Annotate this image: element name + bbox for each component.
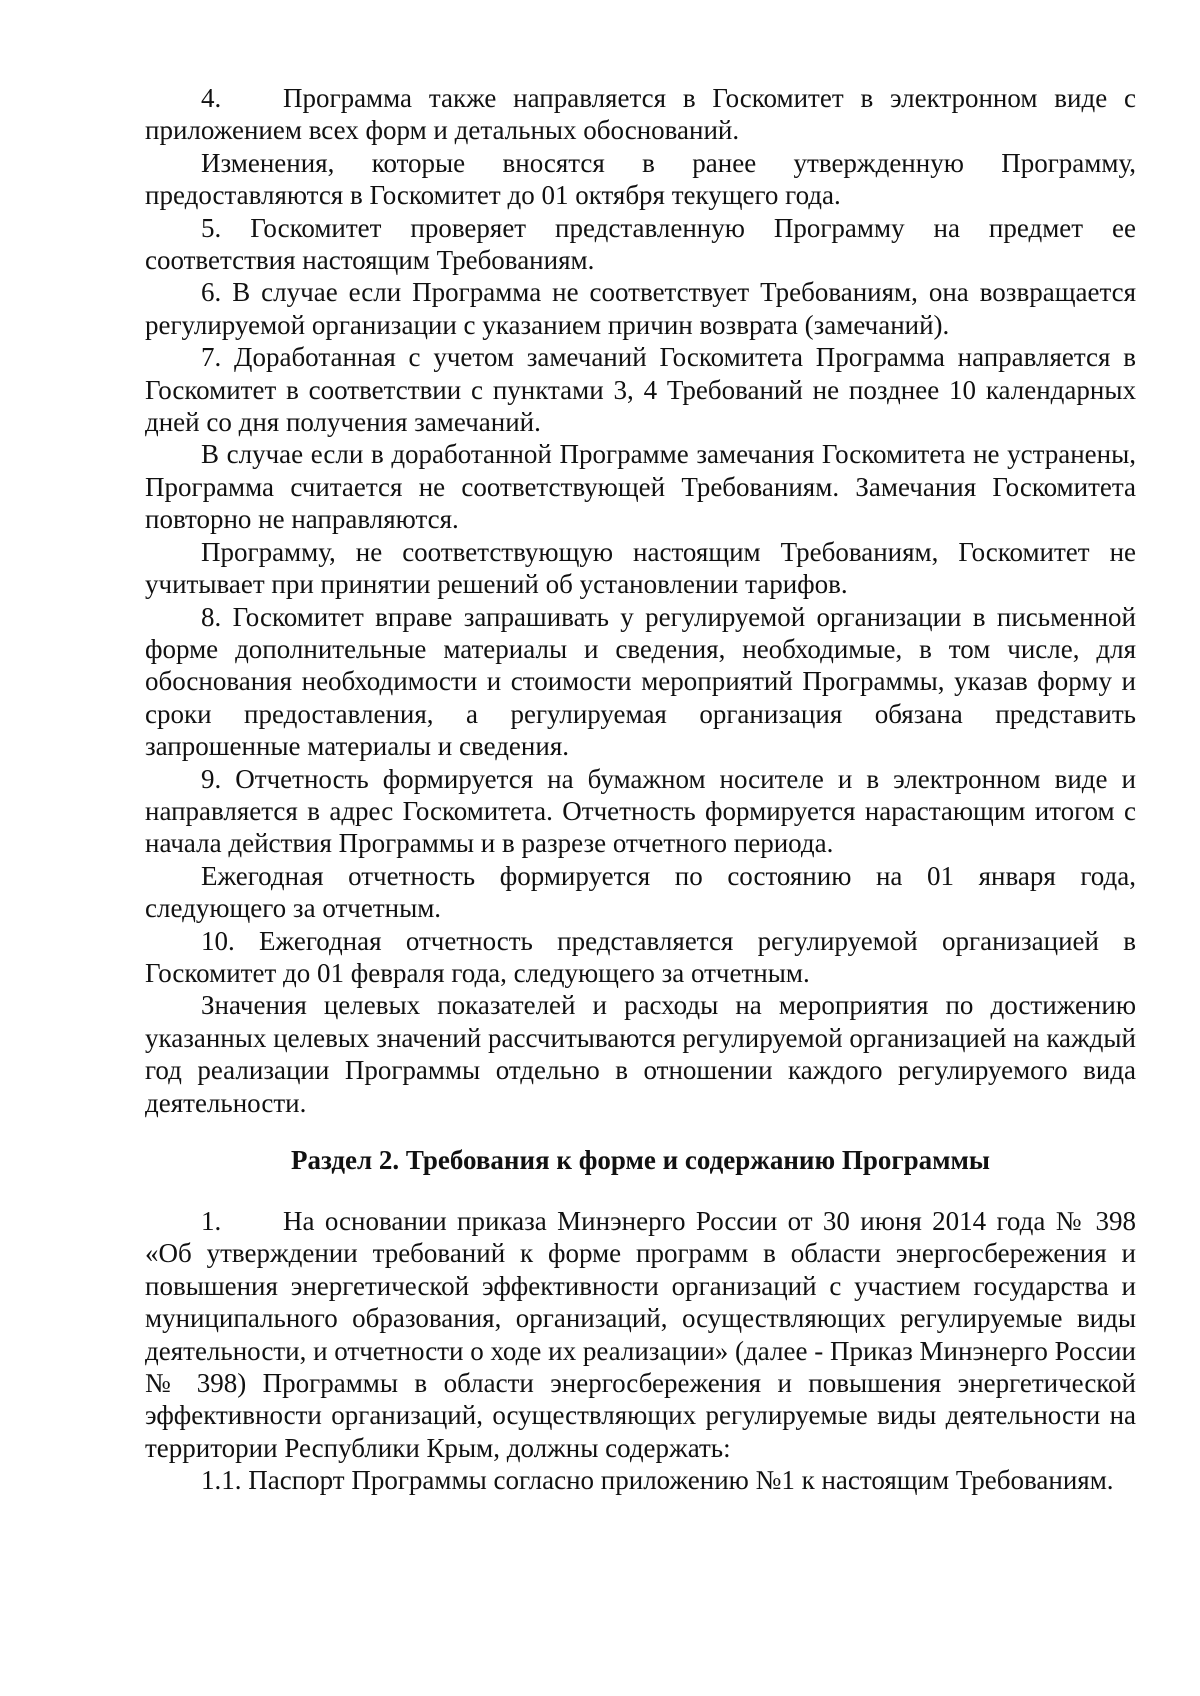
paragraph-4-changes: Изменения, которые вносятся в ранее утвержденную Программу, предоставляются в Госкомитет до 01 октября текущего года. [145,147,1136,211]
paragraph-7-b: В случае если в доработанной Программе замечания Госкомитета не устранены, Программа считается не соответствующей Требованиям. Замечания Госкомитета повторно не направляются. [145,439,1136,535]
paragraph-7-c: Программу, не соответствующую настоящим Требованиям, Госкомитет не учитывает при принятии решений об установлении тарифов. [145,536,1136,600]
paragraph-number: 4. [201,83,222,113]
paragraph-10-b: Значения целевых показателей и расходы на мероприятия по достижению указанных целевых значений рассчитываются регулируемой организацией на каждый год реализации Программы отдельно в отношении каждого регулируемого вида деятельности. [145,990,1136,1118]
paragraph-text: Программа также направляется в Госкомитет в электронном виде с приложением всех форм и детальных обоснований. [145,83,1136,146]
paragraph-9-b: Ежегодная отчетность формируется по состоянию на 01 января года, следующего за отчетным. [145,860,1136,924]
paragraph-text: На основании приказа Минэнерго России от 30 июня 2014 года № 398 «Об утверждении требований к форме программ в области энергосбережения и повышения энергетической эффективности организаций с участием государства и муниципального образования, организаций, осуществляющих регулируемые виды деятельности, и отчетности о ходе их реализации» (далее - Приказ Минэнерго России № 398) Программы в области энергосбережения и повышения энергетической эффективности организаций, осуществляющих регулируемые виды деятельности на территории Республики Крым, должны содержать: [145,1206,1136,1463]
paragraph-4 [145,82,1136,147]
section-2-paragraph-1 [145,1205,1136,1464]
paragraph-7: 7. Доработанная с учетом замечаний Госкомитета Программа направляется в Госкомитет в соответствии с пунктами 3, 4 Требований не позднее 10 календарных дней со дня получения замечаний. [145,342,1136,438]
paragraph-8: 8. Госкомитет вправе запрашивать у регулируемой организации в письменной форме дополнительные материалы и сведения, необходимые, в том числе, для обоснования необходимости и стоимости мероприятий Программы, указав форму и сроки предоставления, а регулируемая организация обязана представить запрошенные материалы и сведения. [145,601,1136,762]
section-2-paragraph-1-1: 1.1. Паспорт Программы согласно приложению №1 к настоящим Требованиям. [201,1465,1114,1496]
paragraph-9: 9. Отчетность формируется на бумажном носителе и в электронном виде и направляется в адрес Госкомитета. Отчетность формируется нарастающим итогом с начала действия Программы и в разрезе отчетного периода. [145,763,1136,859]
paragraph-5: 5. Госкомитет проверяет представленную Программу на предмет ее соответствия настоящим Требованиям. [145,212,1136,276]
section-2-heading: Раздел 2. Требования к форме и содержанию Программы [290,1145,991,1175]
paragraph-number: 1. [201,1206,222,1236]
paragraph-6: 6. В случае если Программа не соответствует Требованиям, она возвращается регулируемой организации с указанием причин возврата (замечаний). [145,277,1136,340]
paragraph-10: 10. Ежегодная отчетность представляется регулируемой организацией в Госкомитет до 01 февраля года, следующего за отчетным. [145,925,1136,988]
